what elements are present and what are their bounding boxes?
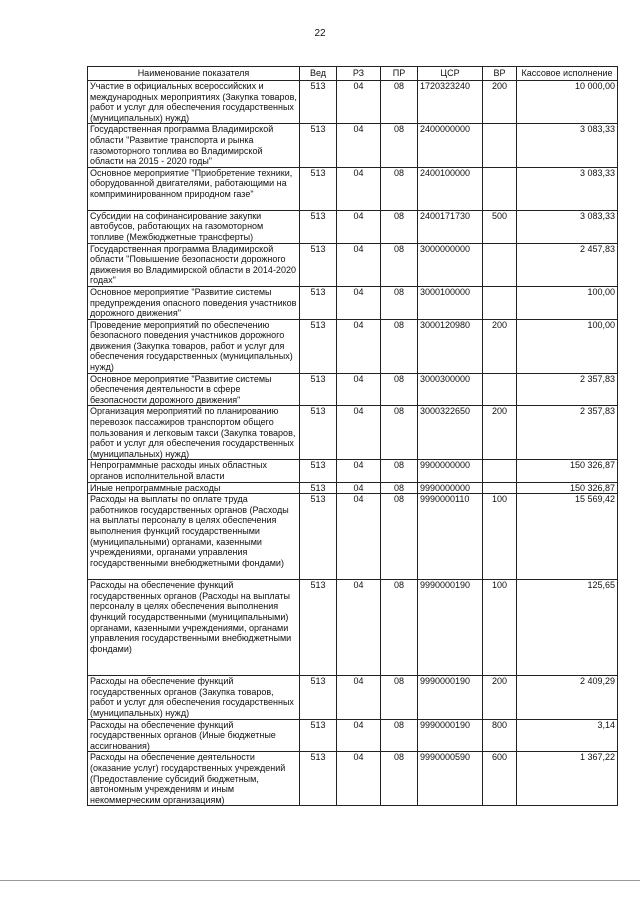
cell-csr: 3000100000 [418, 286, 483, 319]
cell-pr: 08 [381, 167, 418, 210]
cell-ved: 513 [300, 286, 337, 319]
cell-csr: 9990000190 [418, 580, 483, 676]
cell-pr: 08 [381, 482, 418, 494]
cell-pr: 08 [381, 719, 418, 752]
cell-csr: 2400171730 [418, 210, 483, 243]
cell-name: Основное мероприятие "Приобретение техники, оборудованной двигателями, работающими на комприминированном природном газе" [88, 167, 300, 210]
cell-ved: 513 [300, 319, 337, 373]
cell-vr [483, 167, 517, 210]
cell-name: Проведение мероприятий по обеспечению безопасного поведения участников дорожного движения (Закупка товаров, работ и услуг для обеспечения государственных (муниципальных) нужд) [88, 319, 300, 373]
cell-vr: 200 [483, 81, 517, 124]
header-amount: Кассовое исполнение [517, 67, 618, 81]
cell-vr [483, 373, 517, 406]
cell-csr: 9900000000 [418, 460, 483, 482]
cell-name: Расходы на обеспечение деятельности (оказание услуг) государственных учреждений (Предоставление субсидий бюджетным, автономным учреждениям и иным некоммерческим организациям) [88, 752, 300, 806]
cell-amount: 150 326,87 [517, 482, 618, 494]
cell-ved: 513 [300, 167, 337, 210]
cell-name: Расходы на обеспечение функций государственных органов (Расходы на выплаты персоналу в целях обеспечения выполнения функций государственными (муниципальными) органами, казенными учреждениями, органами управления государственными внебюджетными фондами) [88, 580, 300, 676]
cell-amount: 125,65 [517, 580, 618, 676]
table-row [88, 81, 618, 124]
cell-name: Иные непрограммные расходы [88, 482, 300, 494]
cell-name: Непрограммные расходы иных областных органов исполнительной власти [88, 460, 300, 482]
cell-vr: 100 [483, 494, 517, 580]
cell-amount: 2 357,83 [517, 373, 618, 406]
cell-csr: 9990000590 [418, 752, 483, 806]
cell-name: Основное мероприятие "Развитие системы обеспечения деятельности в сфере безопасности дорожного движения" [88, 373, 300, 406]
cell-rz: 04 [337, 81, 381, 124]
table-row [88, 373, 618, 406]
cell-ved: 513 [300, 676, 337, 719]
cell-csr: 1720323240 [418, 81, 483, 124]
cell-rz: 04 [337, 752, 381, 806]
cell-pr: 08 [381, 373, 418, 406]
table-row [88, 210, 618, 243]
budget-table [87, 66, 618, 806]
cell-vr [483, 482, 517, 494]
page-number: 22 [314, 28, 326, 39]
cell-rz: 04 [337, 243, 381, 286]
cell-amount: 100,00 [517, 319, 618, 373]
cell-rz: 04 [337, 460, 381, 482]
cell-name: Государственная программа Владимирской области "Развитие транспорта и рынка газомоторного топлива во Владимирской области на 2015 - 2020 годы" [88, 124, 300, 167]
cell-name: Основное мероприятие "Развитие системы предупреждения опасного поведения участников дорожного движения" [88, 286, 300, 319]
cell-amount: 2 357,83 [517, 406, 618, 460]
cell-csr: 3000300000 [418, 373, 483, 406]
cell-csr: 2400000000 [418, 124, 483, 167]
cell-csr: 3000120980 [418, 319, 483, 373]
table-row [88, 676, 618, 719]
cell-ved: 513 [300, 719, 337, 752]
cell-pr: 08 [381, 319, 418, 373]
cell-name: Субсидии на софинансирование закупки автобусов, работающих на газомоторном топливе (Межбюджетные трансферты) [88, 210, 300, 243]
header-rz: РЗ [337, 67, 381, 81]
cell-ved: 513 [300, 752, 337, 806]
cell-rz: 04 [337, 286, 381, 319]
cell-pr: 08 [381, 81, 418, 124]
cell-rz: 04 [337, 719, 381, 752]
cell-rz: 04 [337, 676, 381, 719]
header-name: Наименование показателя [88, 67, 300, 81]
cell-name: Расходы на обеспечение функций государственных органов (Закупка товаров, работ и услуг для обеспечения государственных (муниципальных) нужд) [88, 676, 300, 719]
cell-vr: 200 [483, 319, 517, 373]
cell-amount: 10 000,00 [517, 81, 618, 124]
cell-rz: 04 [337, 124, 381, 167]
cell-vr [483, 124, 517, 167]
cell-amount: 150 326,87 [517, 460, 618, 482]
table-row [88, 580, 618, 676]
cell-ved: 513 [300, 406, 337, 460]
cell-amount: 15 569,42 [517, 494, 618, 580]
table-row [88, 460, 618, 482]
cell-csr: 9990000000 [418, 482, 483, 494]
cell-pr: 08 [381, 494, 418, 580]
table-row [88, 494, 618, 580]
cell-name: Расходы на выплаты по оплате труда работников государственных органов (Расходы на выплаты персоналу в целях обеспечения выполнения функций государственными (муниципальными) органами, казенными учреждениями, органами управления государственными внебюджетными фондами) [88, 494, 300, 580]
table-row [88, 719, 618, 752]
cell-vr: 600 [483, 752, 517, 806]
table-row [88, 406, 618, 460]
cell-vr: 100 [483, 580, 517, 676]
cell-rz: 04 [337, 482, 381, 494]
cell-pr: 08 [381, 243, 418, 286]
cell-amount: 3,14 [517, 719, 618, 752]
cell-amount: 1 367,22 [517, 752, 618, 806]
cell-rz: 04 [337, 406, 381, 460]
cell-name: Организация мероприятий по планированию перевозок пассажиров транспортом общего пользования и легковым такси (Закупка товаров, работ и услуг для обеспечения государственных (муниципальных) нужд) [88, 406, 300, 460]
table-row [88, 167, 618, 210]
cell-ved: 513 [300, 580, 337, 676]
cell-csr: 3000000000 [418, 243, 483, 286]
table-row [88, 124, 618, 167]
cell-rz: 04 [337, 494, 381, 580]
cell-amount: 3 083,33 [517, 124, 618, 167]
cell-pr: 08 [381, 286, 418, 319]
cell-ved: 513 [300, 482, 337, 494]
cell-name: Участие в официальных всероссийских и международных мероприятиях (Закупка товаров, работ и услуг для обеспечения государственных (муниципальных) нужд) [88, 81, 300, 124]
table-row [88, 319, 618, 373]
cell-amount: 2 457,83 [517, 243, 618, 286]
cell-ved: 513 [300, 243, 337, 286]
cell-vr [483, 286, 517, 319]
header-ved: Вед [300, 67, 337, 81]
cell-rz: 04 [337, 580, 381, 676]
cell-vr: 200 [483, 676, 517, 719]
cell-ved: 513 [300, 81, 337, 124]
cell-csr: 9990000110 [418, 494, 483, 580]
cell-rz: 04 [337, 167, 381, 210]
header-vr: ВР [483, 67, 517, 81]
cell-csr: 3000322650 [418, 406, 483, 460]
table-row [88, 482, 618, 494]
cell-rz: 04 [337, 373, 381, 406]
cell-name: Государственная программа Владимирской области "Повышение безопасности дорожного движения во Владимирской области в 2014-2020 годах" [88, 243, 300, 286]
cell-rz: 04 [337, 319, 381, 373]
cell-name: Расходы на обеспечение функций государственных органов (Иные бюджетные ассигнования) [88, 719, 300, 752]
cell-vr: 200 [483, 406, 517, 460]
cell-csr: 9990000190 [418, 719, 483, 752]
cell-ved: 513 [300, 210, 337, 243]
cell-ved: 513 [300, 460, 337, 482]
cell-rz: 04 [337, 210, 381, 243]
table-row [88, 752, 618, 806]
cell-vr: 800 [483, 719, 517, 752]
cell-ved: 513 [300, 494, 337, 580]
cell-pr: 08 [381, 210, 418, 243]
cell-vr [483, 460, 517, 482]
cell-pr: 08 [381, 580, 418, 676]
cell-ved: 513 [300, 373, 337, 406]
cell-amount: 3 083,33 [517, 210, 618, 243]
table-row [88, 243, 618, 286]
table-row [88, 286, 618, 319]
cell-pr: 08 [381, 406, 418, 460]
page-bottom-rule [0, 880, 640, 881]
cell-csr: 2400100000 [418, 167, 483, 210]
cell-csr: 9990000190 [418, 676, 483, 719]
cell-vr: 500 [483, 210, 517, 243]
cell-pr: 08 [381, 676, 418, 719]
cell-vr [483, 243, 517, 286]
cell-amount: 2 409,29 [517, 676, 618, 719]
cell-pr: 08 [381, 124, 418, 167]
cell-ved: 513 [300, 124, 337, 167]
cell-amount: 100,00 [517, 286, 618, 319]
cell-pr: 08 [381, 752, 418, 806]
cell-amount: 3 083,33 [517, 167, 618, 210]
header-csr: ЦСР [418, 67, 483, 81]
cell-pr: 08 [381, 460, 418, 482]
header-pr: ПР [381, 67, 418, 81]
table-header-row [88, 67, 618, 81]
